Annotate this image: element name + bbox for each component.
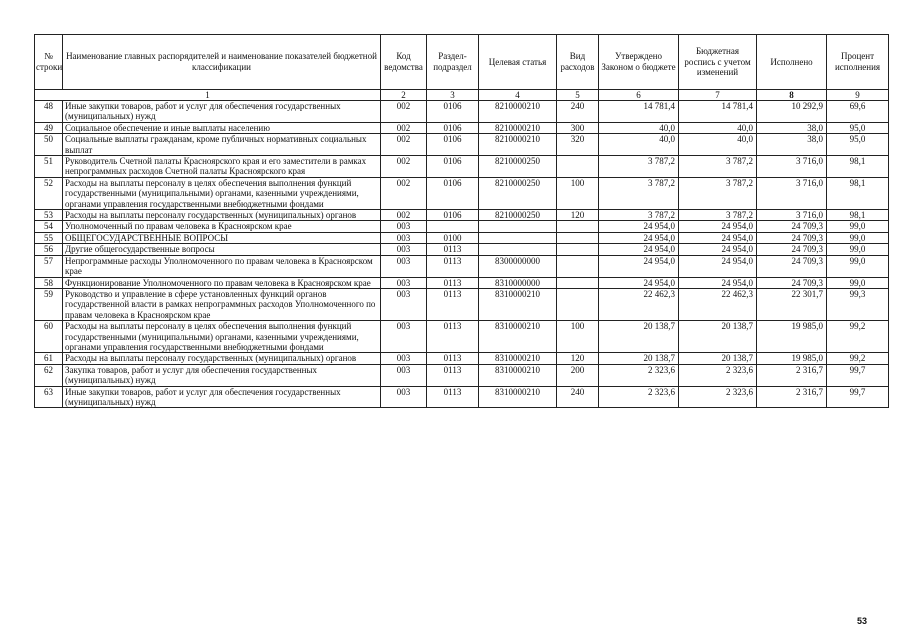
row-target-article — [479, 244, 557, 255]
row-number: 48 — [35, 101, 63, 123]
row-name: Уполномоченный по правам человека в Красноярском крае — [63, 221, 381, 232]
row-percent: 99,2 — [827, 353, 889, 364]
row-approved: 3 787,2 — [599, 156, 679, 178]
row-department-code: 003 — [381, 386, 427, 408]
row-number: 57 — [35, 255, 63, 277]
row-department-code: 002 — [381, 156, 427, 178]
table-row — [35, 353, 889, 364]
row-section: 0106 — [427, 134, 479, 156]
row-section: 0113 — [427, 288, 479, 320]
row-budget-schedule: 2 323,6 — [679, 386, 757, 408]
row-section: 0106 — [427, 101, 479, 123]
row-section: 0106 — [427, 122, 479, 133]
row-number: 62 — [35, 364, 63, 386]
header-row-number: № строки — [35, 35, 63, 90]
row-target-article: 8210000210 — [479, 134, 557, 156]
table-row — [35, 210, 889, 221]
row-name: Функционирование Уполномоченного по правам человека в Красноярском крае — [63, 277, 381, 288]
header-expense-type: Вид расходов — [557, 35, 599, 90]
row-section: 0113 — [427, 321, 479, 353]
row-executed: 19 985,0 — [757, 353, 827, 364]
row-department-code: 003 — [381, 232, 427, 243]
row-executed: 3 716,0 — [757, 210, 827, 221]
column-number: 7 — [679, 90, 757, 101]
row-executed: 2 316,7 — [757, 364, 827, 386]
row-expense-type: 200 — [557, 364, 599, 386]
row-section: 0106 — [427, 210, 479, 221]
header-budget-schedule: Бюджетная роспись с учетом изменений — [679, 35, 757, 90]
row-executed: 19 985,0 — [757, 321, 827, 353]
row-budget-schedule: 14 781,4 — [679, 101, 757, 123]
row-expense-type — [557, 232, 599, 243]
row-department-code: 002 — [381, 122, 427, 133]
row-executed: 24 709,3 — [757, 255, 827, 277]
page-number: 53 — [857, 616, 868, 626]
row-budget-schedule: 3 787,2 — [679, 156, 757, 178]
row-name: Расходы на выплаты персоналу государственных (муниципальных) органов — [63, 353, 381, 364]
row-department-code: 002 — [381, 101, 427, 123]
row-approved: 24 954,0 — [599, 244, 679, 255]
row-budget-schedule: 24 954,0 — [679, 255, 757, 277]
row-expense-type: 320 — [557, 134, 599, 156]
row-percent: 99,3 — [827, 288, 889, 320]
row-percent: 99,7 — [827, 364, 889, 386]
row-name: Расходы на выплаты персоналу в целях обеспечения выполнения функций государственными (муниципальными) органами, казенными учреждениями, органами управления государственными внебюджетными фондами — [63, 177, 381, 209]
row-percent: 99,0 — [827, 277, 889, 288]
row-target-article: 8310000210 — [479, 353, 557, 364]
row-number: 55 — [35, 232, 63, 243]
table-row — [35, 386, 889, 408]
table-row — [35, 232, 889, 243]
row-target-article: 8210000250 — [479, 177, 557, 209]
row-approved: 24 954,0 — [599, 232, 679, 243]
row-executed: 38,0 — [757, 134, 827, 156]
column-number: 1 — [35, 90, 381, 101]
row-percent: 99,0 — [827, 232, 889, 243]
row-target-article: 8210000250 — [479, 156, 557, 178]
table-row — [35, 221, 889, 232]
column-number: 6 — [599, 90, 679, 101]
row-expense-type: 240 — [557, 101, 599, 123]
row-section — [427, 221, 479, 232]
row-section: 0113 — [427, 244, 479, 255]
row-percent: 99,0 — [827, 221, 889, 232]
row-section: 0106 — [427, 177, 479, 209]
row-percent: 98,1 — [827, 210, 889, 221]
row-target-article: 8310000210 — [479, 386, 557, 408]
row-percent: 69,6 — [827, 101, 889, 123]
row-name: Закупка товаров, работ и услуг для обеспечения государственных (муниципальных) нужд — [63, 364, 381, 386]
row-executed: 24 709,3 — [757, 232, 827, 243]
row-department-code: 003 — [381, 221, 427, 232]
row-name: Другие общегосударственные вопросы — [63, 244, 381, 255]
row-department-code: 003 — [381, 321, 427, 353]
row-percent: 99,2 — [827, 321, 889, 353]
row-approved: 20 138,7 — [599, 321, 679, 353]
header-section: Раздел-подраздел — [427, 35, 479, 90]
row-name: Расходы на выплаты персоналу государственных (муниципальных) органов — [63, 210, 381, 221]
row-number: 61 — [35, 353, 63, 364]
row-number: 56 — [35, 244, 63, 255]
row-department-code: 003 — [381, 277, 427, 288]
row-budget-schedule: 24 954,0 — [679, 277, 757, 288]
row-budget-schedule: 3 787,2 — [679, 210, 757, 221]
row-executed: 3 716,0 — [757, 156, 827, 178]
row-approved: 40,0 — [599, 122, 679, 133]
row-percent: 95,0 — [827, 122, 889, 133]
row-target-article — [479, 232, 557, 243]
row-department-code: 003 — [381, 288, 427, 320]
row-budget-schedule: 2 323,6 — [679, 364, 757, 386]
row-section: 0113 — [427, 364, 479, 386]
row-target-article — [479, 221, 557, 232]
row-name: Непрограммные расходы Уполномоченного по правам человека в Красноярском крае — [63, 255, 381, 277]
row-expense-type — [557, 288, 599, 320]
table-row — [35, 134, 889, 156]
row-expense-type — [557, 221, 599, 232]
row-section: 0106 — [427, 156, 479, 178]
row-percent: 99,0 — [827, 255, 889, 277]
header-target-article: Целевая статья — [479, 35, 557, 90]
row-approved: 24 954,0 — [599, 255, 679, 277]
row-number: 52 — [35, 177, 63, 209]
column-number: 3 — [427, 90, 479, 101]
table-row — [35, 244, 889, 255]
column-number: 4 — [479, 90, 557, 101]
row-number: 63 — [35, 386, 63, 408]
column-number: 8 — [757, 90, 827, 101]
table-row — [35, 122, 889, 133]
row-department-code: 003 — [381, 244, 427, 255]
row-approved: 3 787,2 — [599, 210, 679, 221]
budget-report-sheet — [34, 34, 888, 408]
table-row — [35, 255, 889, 277]
header-name: Наименование главных распорядителей и наименование показателей бюджетной классификации — [63, 35, 381, 90]
row-budget-schedule: 20 138,7 — [679, 353, 757, 364]
row-name: Иные закупки товаров, работ и услуг для обеспечения государственных (муниципальных) нужд — [63, 101, 381, 123]
row-percent: 99,0 — [827, 244, 889, 255]
row-expense-type — [557, 255, 599, 277]
row-expense-type: 300 — [557, 122, 599, 133]
row-expense-type — [557, 244, 599, 255]
row-budget-schedule: 24 954,0 — [679, 221, 757, 232]
row-budget-schedule: 40,0 — [679, 134, 757, 156]
row-number: 50 — [35, 134, 63, 156]
row-department-code: 003 — [381, 353, 427, 364]
row-executed: 38,0 — [757, 122, 827, 133]
table-row — [35, 277, 889, 288]
row-budget-schedule: 40,0 — [679, 122, 757, 133]
row-number: 51 — [35, 156, 63, 178]
row-executed: 24 709,3 — [757, 277, 827, 288]
row-target-article: 8300000000 — [479, 255, 557, 277]
row-expense-type: 100 — [557, 177, 599, 209]
row-name: Социальные выплаты гражданам, кроме публичных нормативных социальных выплат — [63, 134, 381, 156]
column-number-row — [35, 90, 889, 101]
row-number: 53 — [35, 210, 63, 221]
row-approved: 20 138,7 — [599, 353, 679, 364]
row-target-article: 8310000210 — [479, 364, 557, 386]
header-executed: Исполнено — [757, 35, 827, 90]
row-percent: 98,1 — [827, 156, 889, 178]
row-target-article: 8210000210 — [479, 122, 557, 133]
row-number: 60 — [35, 321, 63, 353]
row-budget-schedule: 22 462,3 — [679, 288, 757, 320]
row-approved: 22 462,3 — [599, 288, 679, 320]
row-name: Иные закупки товаров, работ и услуг для обеспечения государственных (муниципальных) нужд — [63, 386, 381, 408]
row-section: 0100 — [427, 232, 479, 243]
row-name: Руководство и управление в сфере установленных функций органов государственной власти в рамках непрограммных расходов Уполномоченного по правам человека в Красноярском крае — [63, 288, 381, 320]
header-percent: Процент исполнения — [827, 35, 889, 90]
row-expense-type: 120 — [557, 210, 599, 221]
row-expense-type: 120 — [557, 353, 599, 364]
table-header-row — [35, 35, 889, 90]
budget-execution-table — [34, 34, 889, 408]
row-department-code: 002 — [381, 134, 427, 156]
row-target-article: 8310000000 — [479, 277, 557, 288]
row-department-code: 002 — [381, 177, 427, 209]
row-department-code: 003 — [381, 364, 427, 386]
table-row — [35, 321, 889, 353]
row-approved: 3 787,2 — [599, 177, 679, 209]
row-budget-schedule: 24 954,0 — [679, 232, 757, 243]
row-executed: 24 709,3 — [757, 244, 827, 255]
row-percent: 98,1 — [827, 177, 889, 209]
row-section: 0113 — [427, 353, 479, 364]
table-row — [35, 364, 889, 386]
column-number: 5 — [557, 90, 599, 101]
row-approved: 2 323,6 — [599, 364, 679, 386]
row-department-code: 003 — [381, 255, 427, 277]
row-number: 49 — [35, 122, 63, 133]
row-target-article: 8310000210 — [479, 321, 557, 353]
row-target-article: 8310000210 — [479, 288, 557, 320]
row-executed: 10 292,9 — [757, 101, 827, 123]
row-approved: 2 323,6 — [599, 386, 679, 408]
header-department-code: Код ведомства — [381, 35, 427, 90]
row-number: 59 — [35, 288, 63, 320]
row-budget-schedule: 3 787,2 — [679, 177, 757, 209]
row-executed: 22 301,7 — [757, 288, 827, 320]
row-executed: 3 716,0 — [757, 177, 827, 209]
row-name: ОБЩЕГОСУДАРСТВЕННЫЕ ВОПРОСЫ — [63, 232, 381, 243]
row-target-article: 8210000250 — [479, 210, 557, 221]
row-budget-schedule: 20 138,7 — [679, 321, 757, 353]
header-approved: Утверждено Законом о бюджете — [599, 35, 679, 90]
row-approved: 24 954,0 — [599, 221, 679, 232]
row-approved: 14 781,4 — [599, 101, 679, 123]
row-expense-type — [557, 277, 599, 288]
row-name: Социальное обеспечение и иные выплаты населению — [63, 122, 381, 133]
row-approved: 40,0 — [599, 134, 679, 156]
row-target-article: 8210000210 — [479, 101, 557, 123]
table-row — [35, 177, 889, 209]
row-executed: 2 316,7 — [757, 386, 827, 408]
row-section: 0113 — [427, 386, 479, 408]
row-section: 0113 — [427, 277, 479, 288]
row-department-code: 002 — [381, 210, 427, 221]
row-executed: 24 709,3 — [757, 221, 827, 232]
row-percent: 99,7 — [827, 386, 889, 408]
row-expense-type: 100 — [557, 321, 599, 353]
row-expense-type: 240 — [557, 386, 599, 408]
row-number: 54 — [35, 221, 63, 232]
row-name: Расходы на выплаты персоналу в целях обеспечения выполнения функций государственными (муниципальными) органами, казенными учреждениями, органами управления государственными внебюджетными фондами — [63, 321, 381, 353]
table-row — [35, 101, 889, 123]
row-name: Руководитель Счетной палаты Красноярского края и его заместители в рамках непрограммных расходов Счетной палаты Красноярского края — [63, 156, 381, 178]
row-number: 58 — [35, 277, 63, 288]
table-row — [35, 288, 889, 320]
column-number: 2 — [381, 90, 427, 101]
row-approved: 24 954,0 — [599, 277, 679, 288]
row-percent: 95,0 — [827, 134, 889, 156]
table-row — [35, 156, 889, 178]
row-expense-type — [557, 156, 599, 178]
column-number: 9 — [827, 90, 889, 101]
row-budget-schedule: 24 954,0 — [679, 244, 757, 255]
row-section: 0113 — [427, 255, 479, 277]
